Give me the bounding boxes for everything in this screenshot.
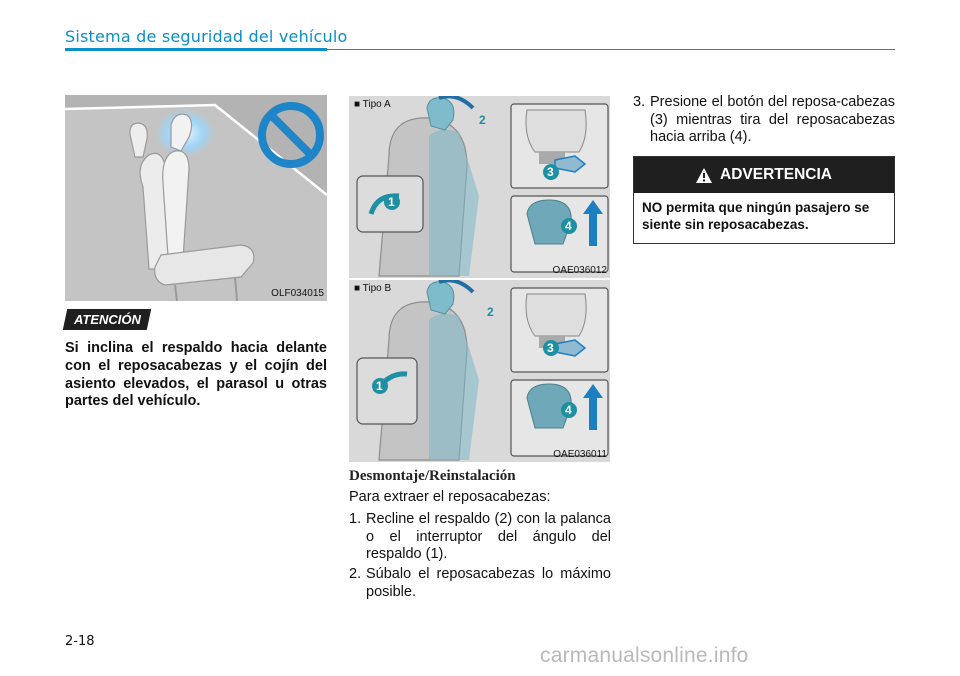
step-item: 3. Presione el botón del reposa-cabezas (3) mientras tira del reposacabezas hacia arriba (4). [633, 94, 895, 145]
svg-text:1: 1 [376, 379, 383, 393]
svg-text:3: 3 [547, 165, 554, 179]
figure-code: OAE036011 [553, 449, 607, 460]
step-item: 2. Súbalo el reposacabezas lo máximo posible. [349, 566, 611, 600]
svg-text:4: 4 [565, 403, 572, 417]
figure-type-label: ■ Tipo A [354, 99, 391, 110]
svg-text:2: 2 [479, 113, 486, 127]
figure-tipo-b [349, 280, 610, 462]
warning-box [633, 156, 895, 244]
figure-code: OAE036012 [552, 265, 607, 276]
header-accent-bar [65, 48, 327, 51]
page-number: 2-18 [65, 634, 95, 649]
svg-text:2: 2 [487, 305, 494, 319]
section-title: Sistema de seguridad del vehículo [65, 27, 348, 46]
svg-text:4: 4 [565, 219, 572, 233]
warning-header: ADVERTENCIA [634, 157, 894, 193]
headrest-removal-illustration-b [349, 280, 610, 462]
attention-text: Si inclina el respaldo hacia delante con el reposacabezas y el cojín del asiento elevados, el parasol u otras partes del vehículo. [65, 340, 327, 410]
svg-text:3: 3 [547, 341, 554, 355]
section-heading: Desmontaje/Reinstalación [349, 468, 516, 484]
figure-type-label: ■ Tipo B [354, 283, 392, 294]
figure-tipo-a [349, 96, 610, 278]
warning-triangle-icon [696, 168, 712, 183]
figure-code: OLF034015 [271, 288, 324, 299]
seat-illustration [65, 95, 327, 301]
headrest-removal-illustration-a [349, 96, 610, 278]
header-rule [327, 49, 895, 50]
warning-text: NO permita que ningún pasajero se siente sin reposacabezas. [642, 200, 870, 232]
svg-text:1: 1 [388, 195, 395, 209]
figure-seat-prohibited [65, 95, 327, 301]
step-item: 1. Recline el respaldo (2) con la palanca o el interruptor del ángulo del respaldo (1). [349, 511, 611, 562]
intro-text: Para extraer el reposacabezas: [349, 489, 551, 505]
watermark: carmanualsonline.info [540, 644, 749, 667]
attention-badge: ATENCIÓN [63, 309, 151, 330]
